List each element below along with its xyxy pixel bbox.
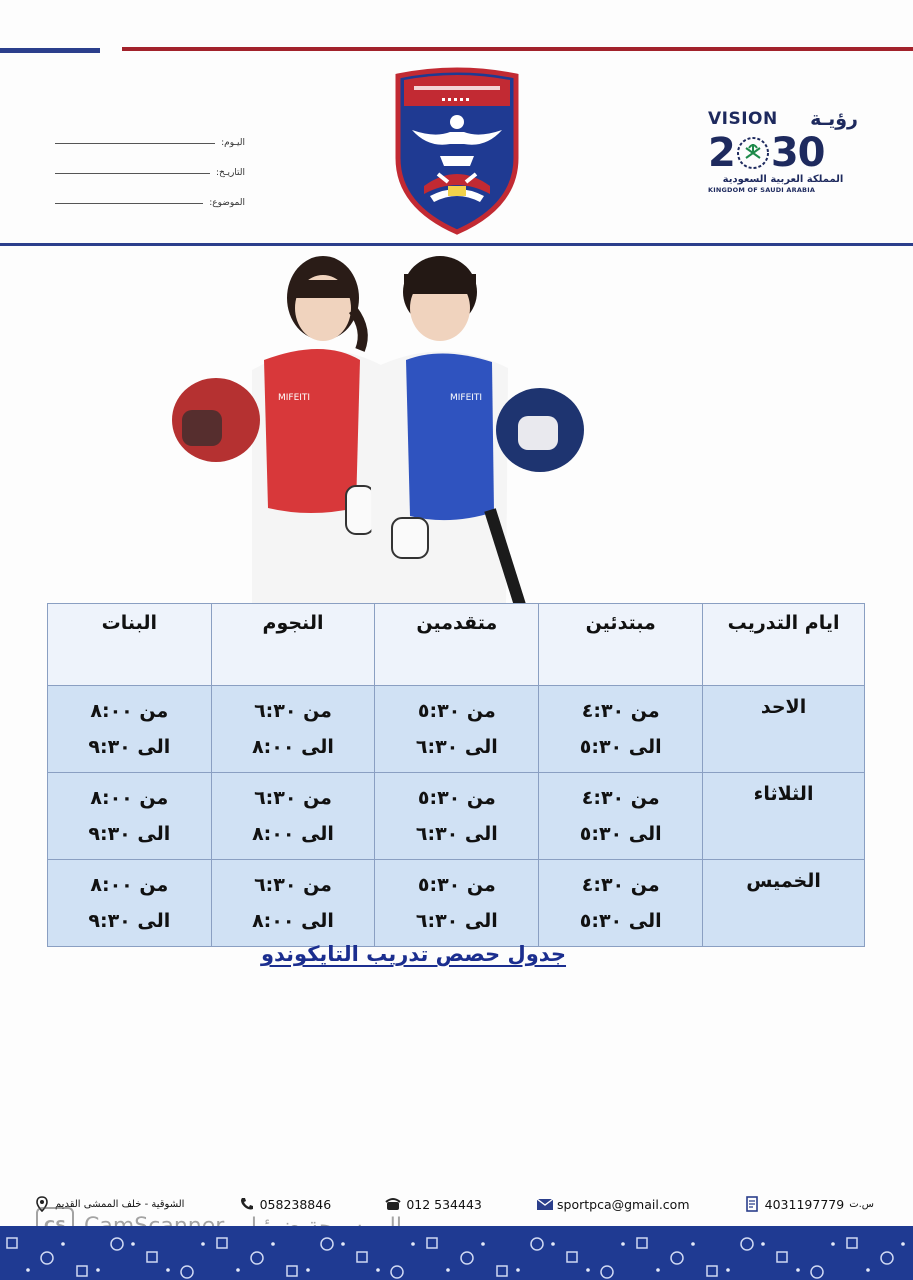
document-icon — [744, 1196, 760, 1212]
day-cell: الاحد — [703, 686, 865, 773]
time-cell: من ٤:٣٠ الى ٥:٣٠ — [539, 773, 703, 860]
vision-word-ar: رؤيـة — [810, 108, 858, 130]
day-cell: الثلاثاء — [703, 773, 865, 860]
pattern-sport-icon — [777, 1252, 787, 1262]
time-cell: من ٨:٠٠ الى ٩:٣٠ — [48, 773, 212, 860]
pattern-dot — [656, 1268, 660, 1272]
pattern-dot — [796, 1268, 800, 1272]
footer-mobile[interactable]: 058238846 — [239, 1196, 332, 1212]
pattern-sport-icon — [847, 1238, 857, 1248]
table-row — [48, 686, 865, 773]
pattern-dot — [446, 1268, 450, 1272]
footer-phone[interactable]: 012 534443 — [385, 1196, 482, 1212]
time-cell: من ٦:٣٠ الى ٨:٠٠ — [211, 860, 375, 947]
pattern-sport-icon — [637, 1238, 647, 1248]
footer-cr: 4031197779 س.ت — [744, 1196, 874, 1212]
footer-address: الشوقية - خلف الممشى القديم — [34, 1196, 184, 1212]
saudi-emblem-icon — [736, 136, 770, 170]
pattern-dot — [201, 1242, 205, 1246]
form-line-date — [55, 148, 245, 178]
pattern-dot — [61, 1242, 65, 1246]
pattern-sport-icon — [811, 1266, 823, 1278]
pattern-dot — [26, 1268, 30, 1272]
top-rule-blue — [0, 48, 100, 53]
pattern-sport-icon — [77, 1266, 87, 1276]
pattern-sport-icon — [41, 1252, 53, 1264]
time-cell: من ٤:٣٠ الى ٥:٣٠ — [539, 686, 703, 773]
pattern-dot — [586, 1268, 590, 1272]
pattern-dot — [866, 1268, 870, 1272]
pattern-dot — [691, 1242, 695, 1246]
pattern-dot — [131, 1242, 135, 1246]
header-training-days: ايام التدريب — [703, 604, 865, 686]
pattern-dot — [761, 1242, 765, 1246]
header-advanced: متقدمين — [375, 604, 539, 686]
pattern-dot — [516, 1268, 520, 1272]
pattern-dot — [621, 1242, 625, 1246]
pattern-dot — [166, 1268, 170, 1272]
schedule-caption: جدول حصص تدريب التايكوندو — [260, 942, 567, 966]
pattern-sport-icon — [497, 1266, 507, 1276]
vision-2030-logo — [708, 108, 858, 208]
pattern-dot — [306, 1268, 310, 1272]
pattern-dot — [901, 1242, 905, 1246]
pattern-sport-icon — [741, 1238, 753, 1250]
pattern-sport-icon — [181, 1266, 193, 1278]
pattern-dot — [481, 1242, 485, 1246]
header-stars: النجوم — [211, 604, 375, 686]
table-header-row — [48, 604, 865, 686]
pattern-sport-icon — [531, 1238, 543, 1250]
time-cell: من ٦:٣٠ الى ٨:٠٠ — [211, 686, 375, 773]
vision-kingdom-en: KINGDOM OF SAUDI ARABIA — [708, 186, 816, 194]
header-girls: البنات — [48, 604, 212, 686]
table-row — [48, 860, 865, 947]
pattern-dot — [236, 1268, 240, 1272]
vest-right-label: MIFEITI — [450, 393, 483, 403]
footer-email[interactable]: sportpca@gmail.com — [536, 1196, 690, 1212]
day-cell: الخميس — [703, 860, 865, 947]
form-label-date: التاريـخ: — [215, 168, 245, 178]
vision-word-en: VISION — [708, 109, 778, 129]
pattern-dot — [831, 1242, 835, 1246]
sports-pattern-band — [0, 1226, 913, 1280]
pattern-sport-icon — [391, 1266, 403, 1278]
pattern-dot — [341, 1242, 345, 1246]
pattern-sport-icon — [427, 1238, 437, 1248]
vision-year: 2 30 — [708, 130, 825, 176]
top-rule-red — [122, 47, 913, 51]
table-row — [48, 773, 865, 860]
pattern-sport-icon — [601, 1266, 613, 1278]
pattern-sport-icon — [147, 1252, 157, 1262]
pattern-sport-icon — [321, 1238, 333, 1250]
form-label-subject: الموضوع: — [209, 198, 245, 208]
pattern-dot — [726, 1268, 730, 1272]
taekwondo-kids-photo — [160, 250, 610, 605]
header-form-lines — [55, 118, 245, 208]
form-line-subject — [55, 178, 245, 208]
form-line-day — [55, 118, 245, 148]
vision-kingdom-ar: المملكة العربية السعودية — [722, 174, 844, 185]
vest-left-label: MIFEITI — [278, 393, 311, 403]
pattern-dot — [551, 1242, 555, 1246]
pattern-sport-icon — [461, 1252, 473, 1264]
pattern-sport-icon — [7, 1238, 17, 1248]
pattern-dot — [96, 1268, 100, 1272]
header-divider — [0, 243, 913, 246]
pattern-dot — [271, 1242, 275, 1246]
pattern-sport-icon — [707, 1266, 717, 1276]
pattern-sport-icon — [111, 1238, 123, 1250]
academy-crest-logo — [390, 66, 524, 236]
pattern-sport-icon — [567, 1252, 577, 1262]
training-schedule-table — [47, 603, 865, 947]
time-cell: من ٨:٠٠ الى ٩:٣٠ — [48, 860, 212, 947]
pattern-sport-icon — [357, 1252, 367, 1262]
time-cell: من ٥:٣٠ الى ٦:٣٠ — [375, 773, 539, 860]
form-label-day: اليـوم: — [221, 138, 245, 148]
pattern-sport-icon — [881, 1252, 893, 1264]
envelope-icon — [536, 1196, 552, 1212]
time-cell: من ٤:٣٠ الى ٥:٣٠ — [539, 860, 703, 947]
pattern-sport-icon — [217, 1238, 227, 1248]
time-cell: من ٨:٠٠ الى ٩:٣٠ — [48, 686, 212, 773]
pattern-sport-icon — [251, 1252, 263, 1264]
time-cell: من ٥:٣٠ الى ٦:٣٠ — [375, 686, 539, 773]
time-cell: من ٦:٣٠ الى ٨:٠٠ — [211, 773, 375, 860]
header-beginners: مبتدئين — [539, 604, 703, 686]
pattern-dot — [376, 1268, 380, 1272]
pattern-dot — [411, 1242, 415, 1246]
pattern-sport-icon — [671, 1252, 683, 1264]
pattern-sport-icon — [287, 1266, 297, 1276]
time-cell: من ٥:٣٠ الى ٦:٣٠ — [375, 860, 539, 947]
